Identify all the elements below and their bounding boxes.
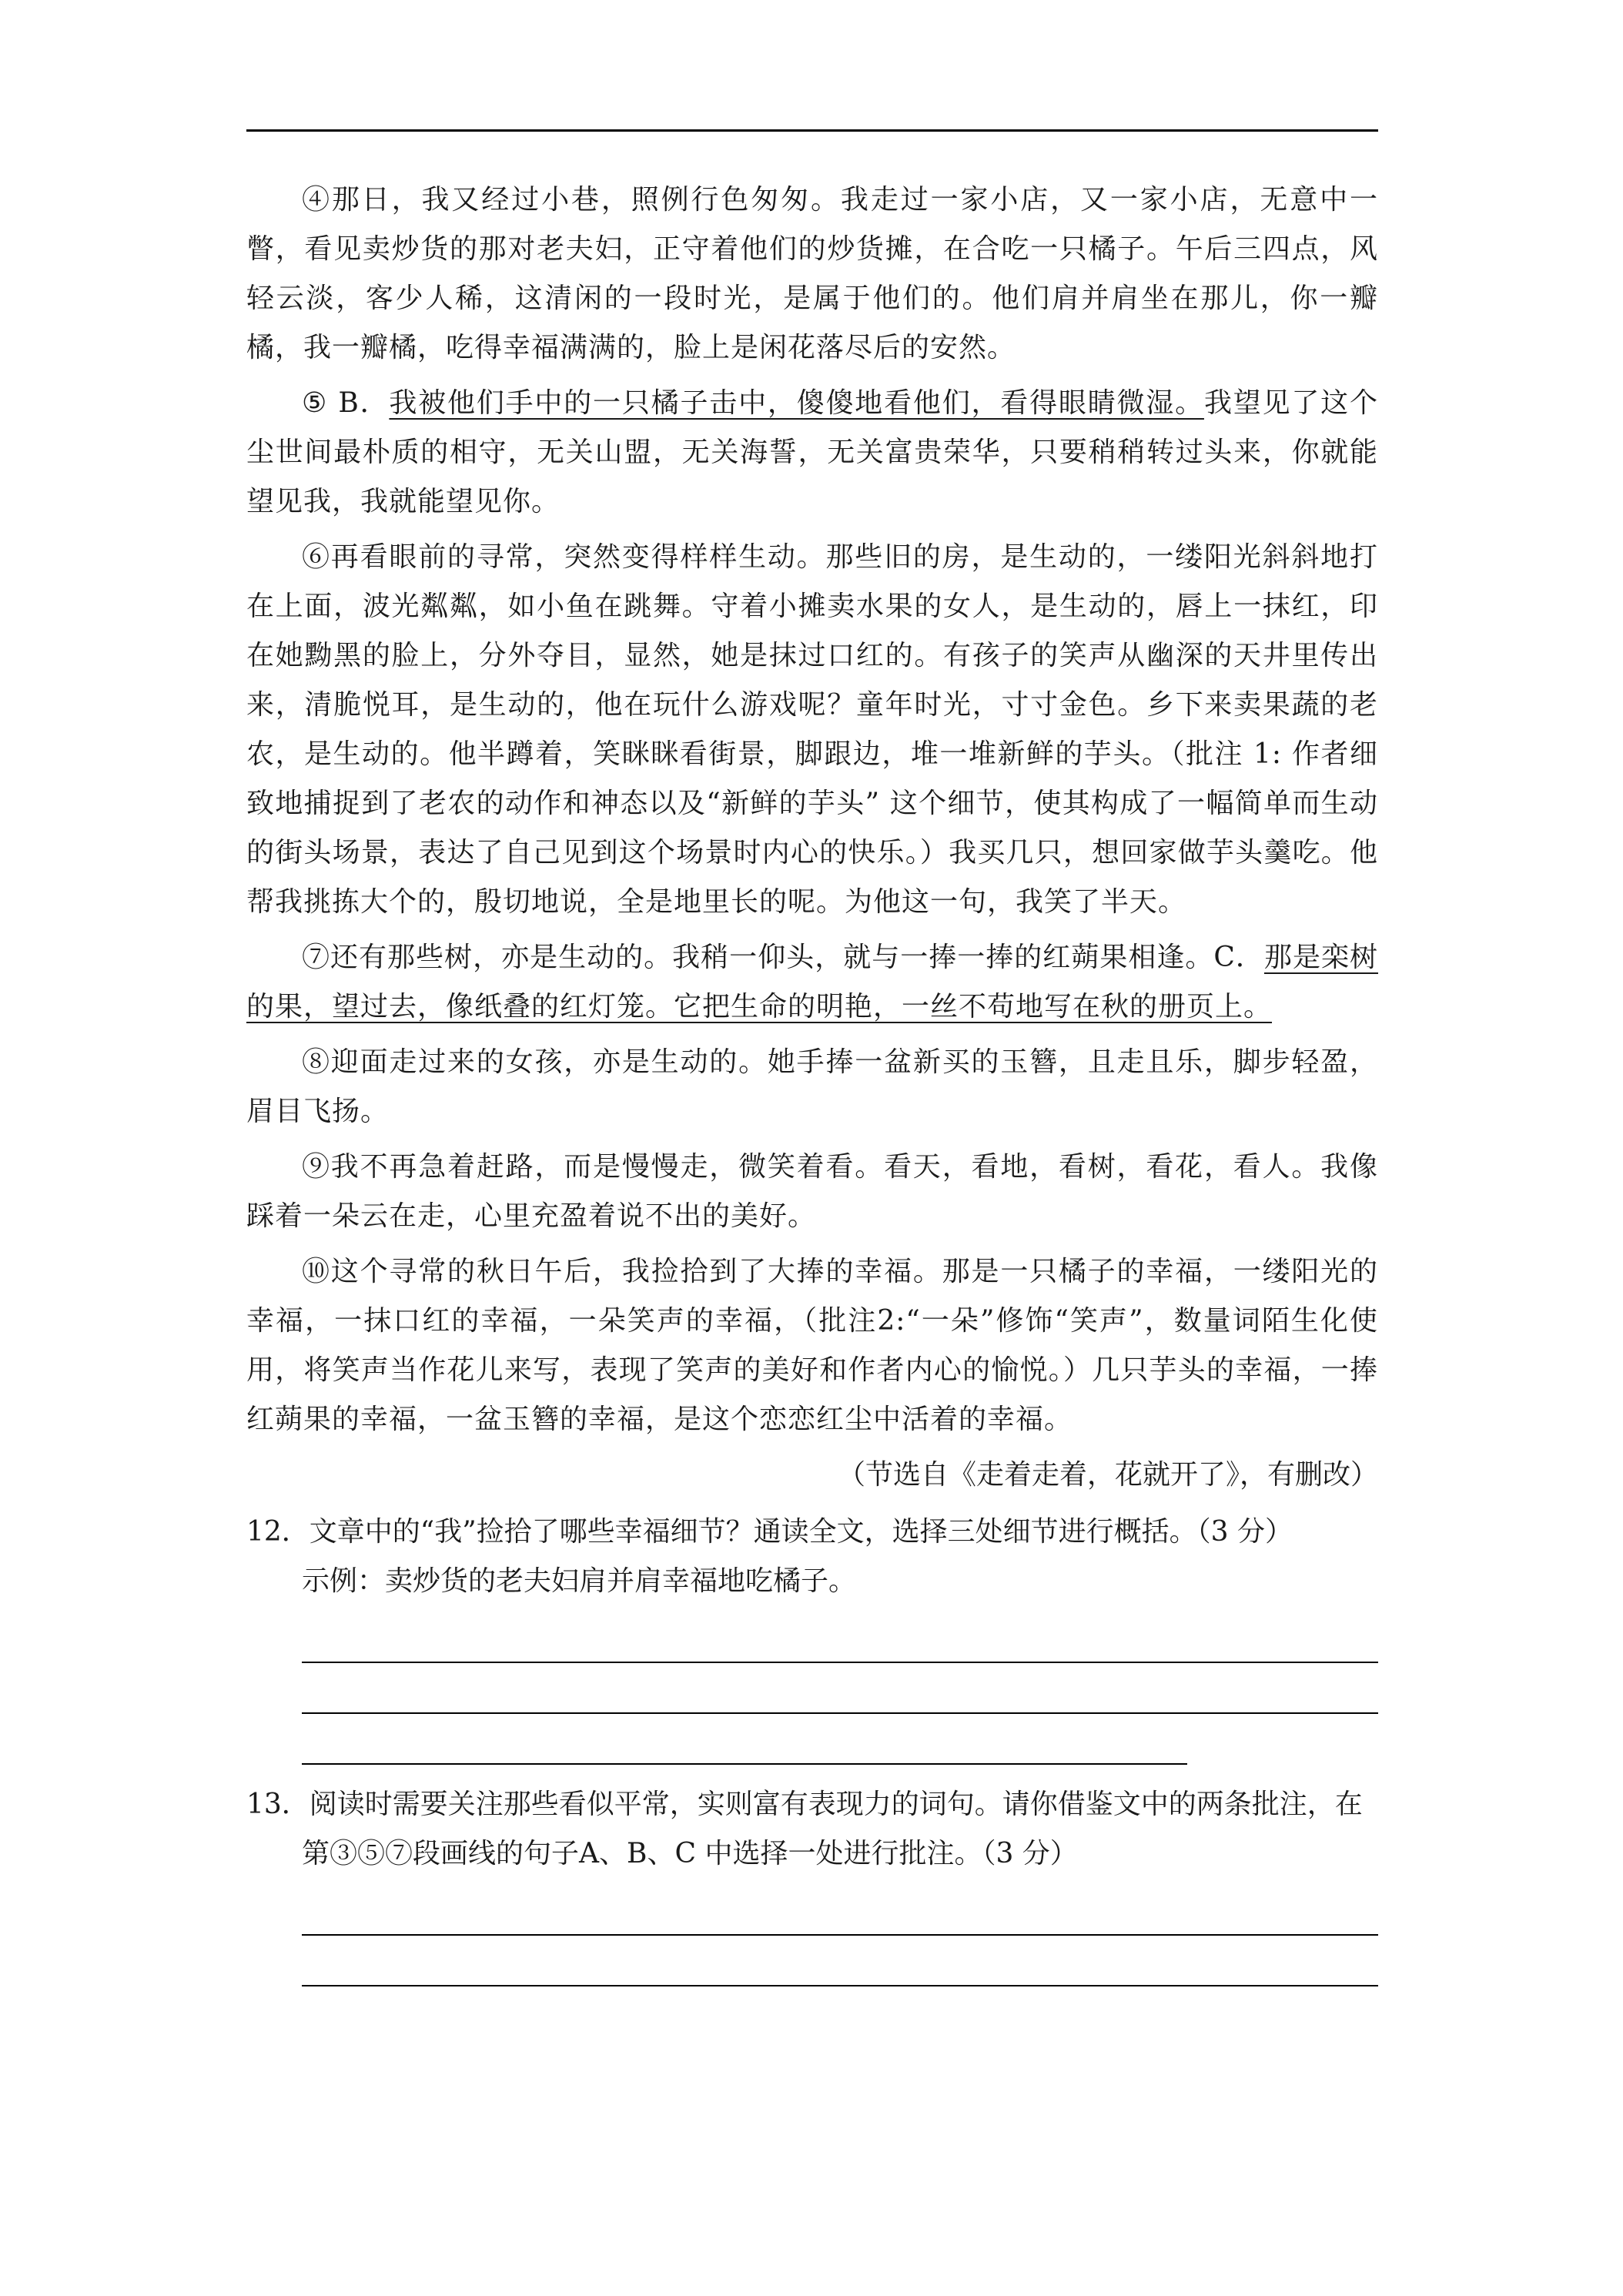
- answer-line[interactable]: [302, 1612, 1378, 1663]
- question-13-answer-area[interactable]: [246, 1885, 1378, 1986]
- paragraph-7: [246, 933, 1378, 1032]
- underlined-sentence-b: 我被他们手中的一只橘子击中，傻傻地看他们，看得眼睛微湿。: [389, 387, 1204, 419]
- paragraph-5-rest: 我望见了这个尘世间最朴质的相守，无关山盟，无关海誓，无关富贵荣华，只要稍稍转过头来，你就能望见我，我就能望见你。: [246, 387, 1378, 517]
- document-body: [246, 176, 1378, 2002]
- answer-line[interactable]: [302, 1714, 1187, 1765]
- answer-line[interactable]: [302, 1663, 1378, 1714]
- paragraph-7-text: ⑦还有那些树，亦是生动的。我稍一仰头，就与一捧一捧的红蒴果相逢。C．: [302, 942, 1264, 973]
- paragraph-6: ⑥再看眼前的寻常，突然变得样样生动。那些旧的房，是生动的，一缕阳光斜斜地打在上面，波光粼粼，如小鱼在跳舞。守着小摊卖水果的女人，是生动的，唇上一抹红，印在她黝黑的脸上，分外夺目，显然，她是抹过口红的。有孩子的笑声从幽深的天井里传出来，清脆悦耳，是生动的，他在玩什么游戏呢？童年时光，寸寸金色。乡下来卖果蔬的老农，是生动的。他半蹲着，笑眯眯看街景，脚跟边，堆一堆新鲜的芋头。（批注 1: 作者细致地捕捉到了老农的动作和神态以及“新鲜的芋头” 这个细节，使其构成了一幅简单而生动的街头场景，表达了自己见到这个场景时内心的快乐。）我买几只，想回家做芋头羹吃。他帮我挑拣大个的，殷切地说，全是地里长的呢。为他这一句，我笑了半天。: [246, 541, 1378, 918]
- paragraph-5: [246, 379, 1378, 527]
- answer-line[interactable]: [302, 1936, 1378, 1986]
- paragraph-8: ⑧迎面走过来的女孩，亦是生动的。她手捧一盆新买的玉簪，且走且乐，脚步轻盈，眉目飞扬。: [246, 1046, 1378, 1127]
- paragraph-10: ⑩这个寻常的秋日午后，我捡拾到了大捧的幸福。那是一只橘子的幸福，一缕阳光的幸福，一抹口红的幸福，一朵笑声的幸福，（批注2:“一朵”修饰“笑声”，数量词陌生化使用，将笑声当作花儿来写，表现了笑声的美好和作者内心的愉悦。）几只芋头的幸福，一捧红蒴果的幸福，一盆玉簪的幸福，是这个恋恋红尘中活着的幸福。: [246, 1256, 1378, 1435]
- answer-line[interactable]: [302, 1885, 1378, 1936]
- source-note: （节选自《走着走着，花就开了》，有删改）: [837, 1459, 1378, 1491]
- paragraph-5-label: ⑤ B．: [302, 387, 390, 419]
- question-12-answer-area[interactable]: [246, 1612, 1378, 1765]
- question-12: 12．文章中的“我”捡拾了哪些幸福细节？通读全文，选择三处细节进行概括。（3 分）: [246, 1516, 1293, 1548]
- paragraph-9: ⑨我不再急着赶路，而是慢慢走，微笑着看。看天，看地，看树，看花，看人。我像踩着一朵云在走，心里充盈着说不出的美好。: [246, 1151, 1378, 1232]
- header-rule: [246, 129, 1378, 132]
- question-12-example: 示例：卖炒货的老夫妇肩并肩幸福地吃橘子。: [302, 1565, 857, 1597]
- paragraph-4: ④那日，我又经过小巷，照例行色匆匆。我走过一家小店，又一家小店，无意中一瞥，看见卖炒货的那对老夫妇，正守着他们的炒货摊，在合吃一只橘子。午后三四点，风轻云淡，客少人稀，这清闲的一段时光，是属于他们的。他们肩并肩坐在那儿，你一瓣橘，我一瓣橘，吃得幸福满满的，脸上是闲花落尽后的安然。: [246, 184, 1378, 363]
- question-13: 13．阅读时需要关注那些看似平常，实则富有表现力的词句。请你借鉴文中的两条批注，在第③⑤⑦段画线的句子A、B、C 中选择一处进行批注。（3 分）: [246, 1789, 1363, 1869]
- underlined-sentence-c: 那是栾树的果，望过去，像纸叠的红灯笼。它把生命的明艳，一丝不苟地写在秋的册页上。: [246, 942, 1378, 1022]
